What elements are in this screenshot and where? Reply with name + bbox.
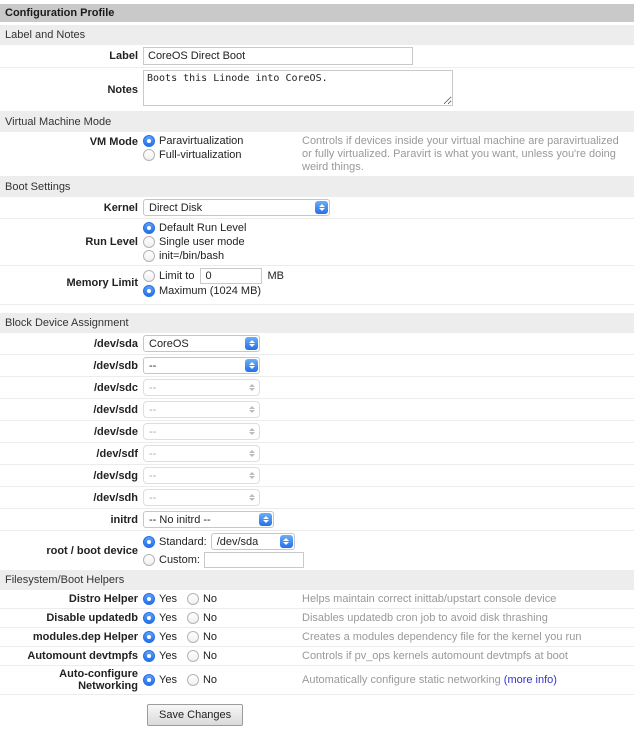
select-arrows-icon bbox=[245, 381, 258, 394]
root-boot-device-label: root / boot device bbox=[46, 544, 138, 557]
helper-row-disable-updatedb: Disable updatedb Yes No Disables updatedb cron job to avoid disk thrashing bbox=[0, 609, 634, 628]
default-run-level-radio[interactable] bbox=[143, 222, 155, 234]
block-device-row-sdc: /dev/sdc -- bbox=[0, 377, 634, 399]
select-arrows-icon bbox=[245, 491, 258, 504]
vm-mode-label: VM Mode bbox=[89, 136, 138, 148]
sdf-select: -- bbox=[143, 445, 260, 462]
helper-row-modules-dep: modules.dep Helper Yes No Creates a modules dependency file for the kernel you run bbox=[0, 628, 634, 647]
distro-helper-yes-radio[interactable] bbox=[143, 593, 155, 605]
section-virtual-machine-mode: Virtual Machine Mode bbox=[0, 112, 634, 132]
select-arrows-icon bbox=[315, 201, 328, 214]
block-device-row-sde: /dev/sde -- bbox=[0, 421, 634, 443]
kernel-select[interactable]: Direct Disk bbox=[143, 199, 330, 216]
auto-configure-networking-help: Automatically configure static networking (more info) bbox=[302, 674, 557, 686]
custom-root-input[interactable] bbox=[204, 552, 304, 568]
select-arrows-icon bbox=[259, 513, 272, 526]
initrd-label: initrd bbox=[110, 513, 138, 526]
initrd-select[interactable]: -- No initrd -- bbox=[143, 511, 274, 528]
section-block-device-assignment: Block Device Assignment bbox=[0, 313, 634, 333]
root-device-option-standard[interactable]: Standard: /dev/sda bbox=[143, 533, 634, 550]
field-row-run-level bbox=[0, 219, 634, 266]
helper-row-auto-configure-networking: Auto-configure Networking Yes No Automatically configure static networking (more info) bbox=[0, 666, 634, 695]
field-row-vm-mode bbox=[0, 132, 634, 177]
automount-devtmpfs-help: Controls if pv_ops kernels automount devtmpfs at boot bbox=[302, 650, 568, 662]
block-device-row-sdb: /dev/sdb -- bbox=[0, 355, 634, 377]
field-row-initrd bbox=[0, 509, 634, 531]
helper-row-distro-helper: Distro Helper Yes No Helps maintain correct inittab/upstart console device bbox=[0, 590, 634, 609]
block-device-row-sdg: /dev/sdg -- bbox=[0, 465, 634, 487]
limit-to-radio[interactable] bbox=[143, 270, 155, 282]
sdd-select: -- bbox=[143, 401, 260, 418]
memory-limit-option-maximum[interactable]: Maximum (1024 MB) bbox=[143, 284, 634, 298]
button-row bbox=[0, 695, 640, 736]
run-level-option-single-user[interactable]: Single user mode bbox=[143, 235, 634, 249]
memory-limit-label: Memory Limit bbox=[66, 277, 138, 289]
sda-select[interactable]: CoreOS bbox=[143, 335, 260, 352]
full-virtualization-radio[interactable] bbox=[143, 149, 155, 161]
distro-helper-no-radio[interactable] bbox=[187, 593, 199, 605]
sdg-select: -- bbox=[143, 467, 260, 484]
modules-dep-no-radio[interactable] bbox=[187, 631, 199, 643]
paravirtualization-radio[interactable] bbox=[143, 135, 155, 147]
single-user-mode-radio[interactable] bbox=[143, 236, 155, 248]
field-row-memory-limit bbox=[0, 266, 634, 305]
select-arrows-icon bbox=[245, 337, 258, 350]
notes-field-label: Notes bbox=[107, 83, 138, 96]
section-boot-settings: Boot Settings bbox=[0, 177, 634, 197]
field-row-kernel bbox=[0, 197, 634, 219]
vm-mode-option-full-virtualization[interactable]: Full-virtualization bbox=[143, 148, 302, 162]
block-device-row-sda: /dev/sda CoreOS bbox=[0, 333, 634, 355]
distro-helper-help: Helps maintain correct inittab/upstart console device bbox=[302, 593, 557, 605]
field-row-label bbox=[0, 45, 634, 68]
auto-configure-networking-yes-radio[interactable] bbox=[143, 674, 155, 686]
maximum-memory-radio[interactable] bbox=[143, 285, 155, 297]
sdc-select: -- bbox=[143, 379, 260, 396]
field-row-notes bbox=[0, 68, 634, 112]
helper-row-automount-devtmpfs: Automount devtmpfs Yes No Controls if pv_ops kernels automount devtmpfs at boot bbox=[0, 647, 634, 666]
root-device-option-custom[interactable]: Custom: bbox=[143, 552, 634, 568]
notes-textarea[interactable] bbox=[143, 70, 453, 106]
page-title: Configuration Profile bbox=[0, 4, 634, 22]
kernel-label: Kernel bbox=[103, 201, 138, 214]
select-arrows-icon bbox=[245, 469, 258, 482]
section-filesystem-boot-helpers: Filesystem/Boot Helpers bbox=[0, 570, 634, 590]
section-label-and-notes: Label and Notes bbox=[0, 25, 634, 45]
sdb-select[interactable]: -- bbox=[143, 357, 260, 374]
save-changes-button[interactable]: Save Changes bbox=[147, 704, 243, 726]
select-arrows-icon bbox=[280, 535, 293, 548]
sde-select: -- bbox=[143, 423, 260, 440]
label-input[interactable] bbox=[143, 47, 413, 65]
run-level-option-init-binbash[interactable]: init=/bin/bash bbox=[143, 249, 634, 263]
disable-updatedb-help: Disables updatedb cron job to avoid disk thrashing bbox=[302, 612, 548, 624]
run-level-option-default[interactable]: Default Run Level bbox=[143, 221, 634, 235]
vm-mode-option-paravirtualization[interactable]: Paravirtualization bbox=[143, 134, 302, 148]
more-info-link[interactable]: (more info) bbox=[503, 674, 557, 686]
standard-root-radio[interactable] bbox=[143, 536, 155, 548]
field-row-root-boot-device bbox=[0, 531, 634, 570]
modules-dep-yes-radio[interactable] bbox=[143, 631, 155, 643]
init-bin-bash-radio[interactable] bbox=[143, 250, 155, 262]
run-level-label: Run Level bbox=[85, 236, 138, 248]
block-device-row-sdd: /dev/sdd -- bbox=[0, 399, 634, 421]
disable-updatedb-no-radio[interactable] bbox=[187, 612, 199, 624]
disable-updatedb-yes-radio[interactable] bbox=[143, 612, 155, 624]
memory-limit-input[interactable] bbox=[200, 268, 262, 284]
memory-limit-option-limit[interactable]: Limit to 0 MB bbox=[143, 268, 634, 284]
modules-dep-help: Creates a modules dependency file for the kernel you run bbox=[302, 631, 582, 643]
auto-configure-networking-no-radio[interactable] bbox=[187, 674, 199, 686]
vm-mode-help-text: Controls if devices inside your virtual machine are paravirtualized or fully virtualized. Paravirt is what you want, unless you're doing weird things. bbox=[302, 135, 619, 173]
select-arrows-icon bbox=[245, 447, 258, 460]
block-device-row-sdf: /dev/sdf -- bbox=[0, 443, 634, 465]
block-device-row-sdh: /dev/sdh -- bbox=[0, 487, 634, 509]
label-field-label: Label bbox=[109, 50, 138, 62]
sdh-select: -- bbox=[143, 489, 260, 506]
root-device-select[interactable]: /dev/sda bbox=[211, 533, 295, 550]
select-arrows-icon bbox=[245, 359, 258, 372]
custom-root-radio[interactable] bbox=[143, 554, 155, 566]
memory-limit-unit: MB bbox=[267, 270, 284, 282]
select-arrows-icon bbox=[245, 403, 258, 416]
select-arrows-icon bbox=[245, 425, 258, 438]
